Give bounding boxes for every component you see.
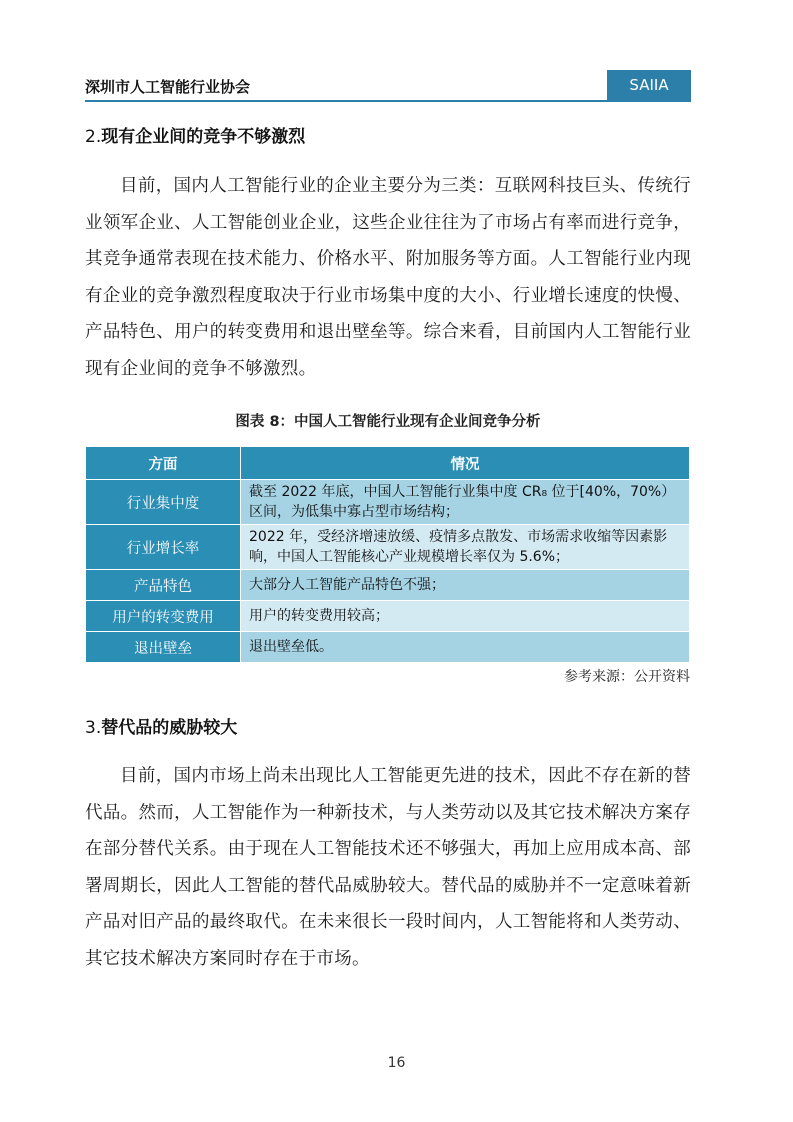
section-2-paragraph: 目前，国内人工智能行业的企业主要分为三类：互联网科技巨头、传统行业领军企业、人工智能创业企业，这些企业往往为了市场占有率而进行竞争，其竞争通常表现在技术能力、价格水平、附加服务等方面。人工智能行业内现有企业的竞争激烈程度取决于行业市场集中度的大小、行业增长速度的快慢、产品特色、用户的转变费用和退出壁垒等。综合来看，目前国内人工智能行业现有企业间的竞争不够激烈。: [85, 176, 691, 379]
section-3-paragraph: 目前，国内市场上尚未出现比人工智能更先进的技术，因此不存在新的替代品。然而，人工智能作为一种新技术，与人类劳动以及其它技术解决方案存在部分替代关系。由于现在人工智能技术还不够强大，再加上应用成本高、部署周期长，因此人工智能的替代品威胁较大。替代品的威胁并不一定意味着新产品对旧产品的最终取代。在未来很长一段时间内，人工智能将和人类劳动、其它技术解决方案同时存在于市场。: [85, 766, 691, 969]
row-aspect: 退出壁垒: [86, 632, 241, 663]
header-situation: 情况: [241, 447, 690, 480]
row-detail: 大部分人工智能产品特色不强；: [241, 570, 690, 601]
table-row: [86, 480, 690, 525]
row-detail: 退出壁垒低。: [241, 632, 690, 663]
table-row: [86, 601, 690, 632]
section-2-number: 2.: [85, 127, 102, 147]
row-detail: 截至 2022 年底，中国人工智能行业集中度 CR₈ 位于[40%，70%）区间，为低集中寡占型市场结构；: [241, 480, 690, 525]
section-2-title: 现有企业间的竞争不够激烈: [101, 127, 306, 147]
page-header: [85, 70, 691, 102]
row-aspect: 行业增长率: [86, 525, 241, 570]
saiia-badge: SAIIA: [607, 70, 691, 100]
table-caption: 图表 8：中国人工智能行业现有企业间竞争分析: [235, 414, 541, 430]
organization-name: 深圳市人工智能行业协会: [85, 78, 251, 96]
row-detail: 2022 年，受经济增速放缓、疫情多点散发、市场需求收缩等因素影响，中国人工智能核心产业规模增长率仅为 5.6%；: [241, 525, 690, 570]
table-row: [86, 525, 690, 570]
row-detail: 用户的转变费用较高；: [241, 601, 690, 632]
section-3-heading: [85, 713, 237, 738]
table-header-row: [86, 447, 690, 480]
section-2-heading: [85, 122, 305, 147]
table-source: 参考来源：公开资料: [564, 669, 690, 685]
header-aspect: 方面: [86, 447, 241, 480]
row-aspect: 行业集中度: [86, 480, 241, 525]
section-3-number: 3.: [85, 718, 102, 738]
competition-analysis-table: [85, 446, 690, 663]
page-number: 16: [387, 1055, 406, 1071]
table-row: [86, 632, 690, 663]
row-aspect: 用户的转变费用: [86, 601, 241, 632]
table-row: [86, 570, 690, 601]
row-aspect: 产品特色: [86, 570, 241, 601]
section-3-title: 替代品的威胁较大: [101, 718, 238, 738]
